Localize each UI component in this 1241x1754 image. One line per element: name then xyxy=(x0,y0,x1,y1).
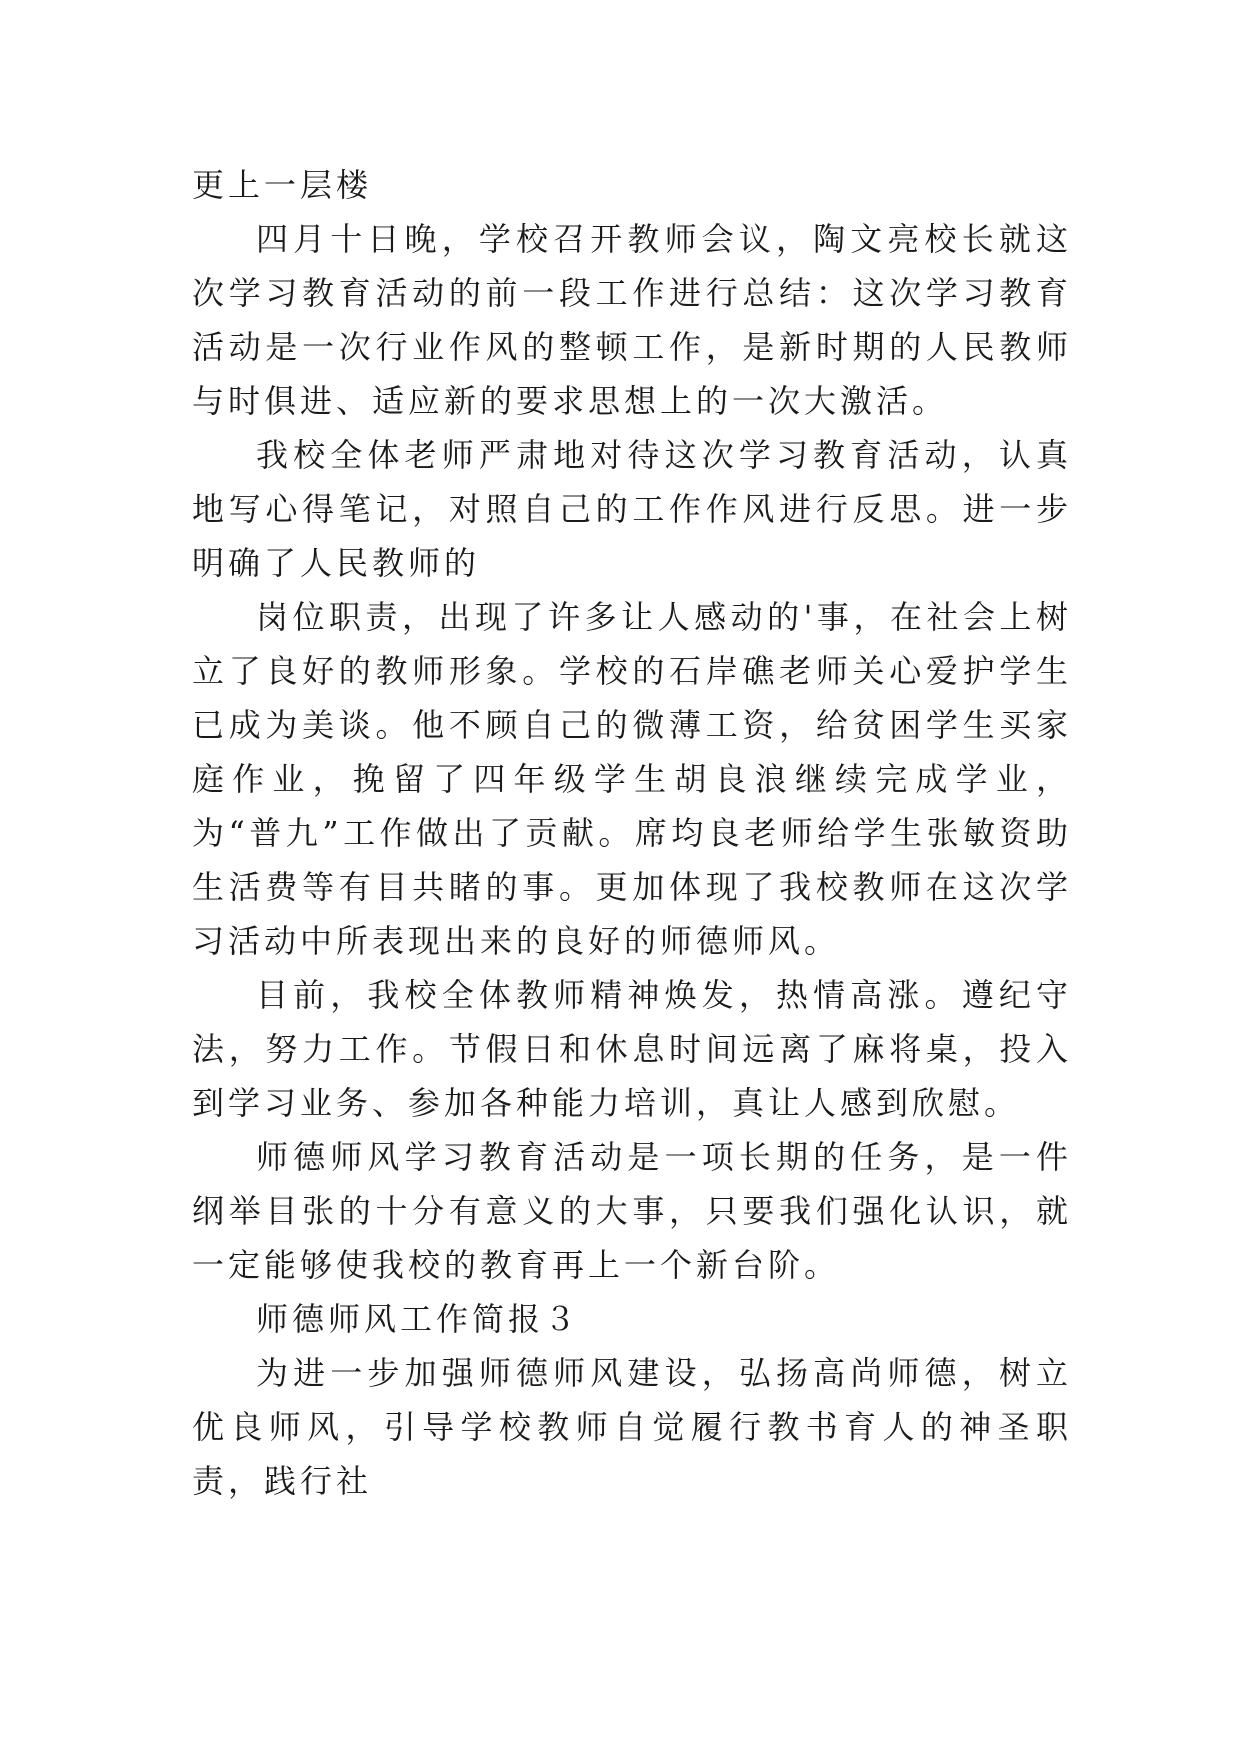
document-body xyxy=(192,158,1072,1508)
paragraph-long-term-task: 师德师风学习教育活动是一项长期的任务，是一件纲举目张的十分有意义的大事，只要我们强化认识，就一定能够使我校的教育再上一个新台阶。 xyxy=(192,1138,1072,1284)
paragraph-meeting-summary: 四月十日晚，学校召开教师会议，陶文亮校长就这次学习教育活动的前一段工作进行总结：这次学习教育活动是一次行业作风的整顿工作，是新时期的人民教师与时俱进、适应新的要求思想上的一次大激活。 xyxy=(192,220,1072,420)
paragraph-job-duties: 岗位职责，出现了许多让人感动的'事，在社会上树立了良好的教师形象。学校的石岸礁老师关心爱护学生已成为美谈。他不顾自己的微薄工资，给贫困学生买家庭作业，挽留了四年级学生胡良浪继续完成学业，为“普九”工作做出了贡献。席均良老师给学生张敏资助生活费等有目共睹的事。更加体现了我校教师在这次学习活动中所表现出来的良好的师德师风。 xyxy=(192,598,1072,960)
paragraph-section-intro: 为进一步加强师德师风建设，弘扬高尚师德，树立优良师风，引导学校教师自觉履行教书育人的神圣职责，践行社 xyxy=(192,1354,1072,1500)
paragraph-continuation: 更上一层楼 xyxy=(192,166,373,204)
section-heading: 师德师风工作简报３ xyxy=(256,1300,581,1338)
paragraph-teachers-reflection: 我校全体老师严肃地对待这次学习教育活动，认真地写心得笔记，对照自己的工作作风进行反思。进一步明确了人民教师的 xyxy=(192,436,1072,582)
paragraph-current-state: 目前，我校全体教师精神焕发，热情高涨。遵纪守法，努力工作。节假日和休息时间远离了麻将桌，投入到学习业务、参加各种能力培训，真让人感到欣慰。 xyxy=(192,976,1072,1122)
